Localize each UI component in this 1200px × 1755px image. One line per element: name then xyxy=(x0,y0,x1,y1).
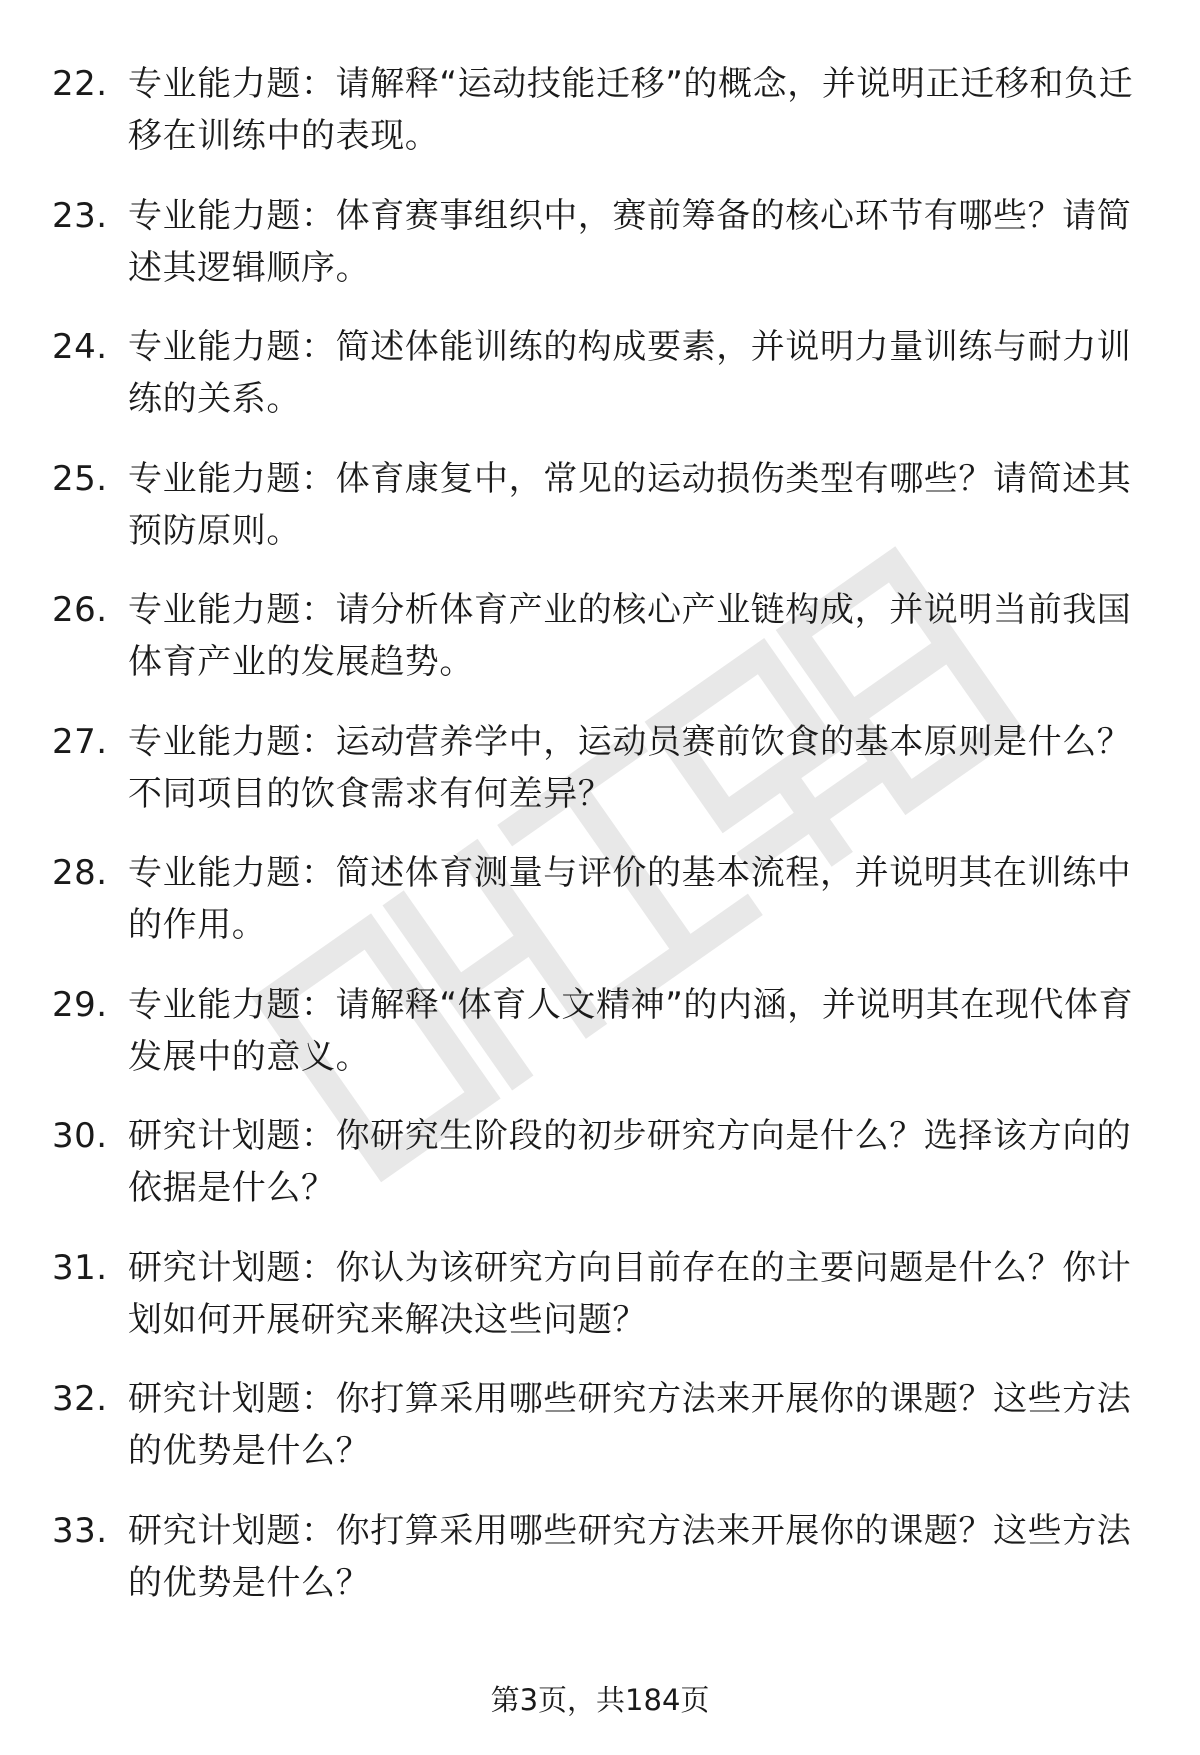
question-text: 研究计划题：你研究生阶段的初步研究方向是什么？选择该方向的依据是什么？ xyxy=(128,1116,1132,1208)
question-item xyxy=(52,584,1152,716)
question-item xyxy=(52,847,1152,979)
question-text: 专业能力题：体育赛事组织中，赛前筹备的核心环节有哪些？请简述其逻辑顺序。 xyxy=(128,195,1132,288)
question-item xyxy=(52,321,1152,453)
question-item xyxy=(52,58,1152,190)
question-number: 25. xyxy=(52,458,108,499)
question-item xyxy=(52,453,1152,585)
page-number-footer: 第3页，共184页 xyxy=(490,1683,710,1717)
question-number: 26. xyxy=(52,590,108,630)
question-text: 专业能力题：简述体育测量与评价的基本流程，并说明其在训练中的作用。 xyxy=(128,853,1132,945)
question-text: 专业能力题：运动营养学中，运动员赛前饮食的基本原则是什么？不同项目的饮食需求有何差异？ xyxy=(128,721,1132,814)
question-text: 专业能力题：简述体能训练的构成要素，并说明力量训练与耐力训练的关系。 xyxy=(128,327,1132,419)
question-number: 28. xyxy=(52,853,108,893)
question-number: 22. xyxy=(52,64,108,104)
question-item xyxy=(52,716,1152,848)
question-item xyxy=(52,1242,1152,1374)
question-text: 专业能力题：请分析体育产业的核心产业链构成，并说明当前我国体育产业的发展趋势。 xyxy=(128,590,1132,682)
question-list xyxy=(52,58,1152,1636)
question-text: 专业能力题：请解释“体育人文精神”的内涵，并说明其在现代体育发展中的意义。 xyxy=(128,984,1134,1077)
question-text: 研究计划题：你认为该研究方向目前存在的主要问题是什么？你计划如何开展研究来解决这些问题？ xyxy=(128,1247,1132,1340)
question-item xyxy=(52,979,1152,1111)
question-number: 32. xyxy=(52,1379,108,1419)
question-number: 24. xyxy=(52,327,108,367)
question-number: 33. xyxy=(52,1510,108,1551)
question-item xyxy=(52,1373,1152,1505)
question-text: 专业能力题：请解释“运动技能迁移”的概念，并说明正迁移和负迁移在训练中的表现。 xyxy=(128,64,1134,156)
question-number: 23. xyxy=(52,195,108,236)
question-item xyxy=(52,190,1152,322)
question-text: 研究计划题：你打算采用哪些研究方法来开展你的课题？这些方法的优势是什么？ xyxy=(128,1510,1132,1603)
question-number: 27. xyxy=(52,721,108,762)
question-item xyxy=(52,1505,1152,1637)
question-text: 研究计划题：你打算采用哪些研究方法来开展你的课题？这些方法的优势是什么？ xyxy=(128,1379,1132,1471)
question-number: 31. xyxy=(52,1247,108,1288)
question-number: 30. xyxy=(52,1116,108,1156)
question-number: 29. xyxy=(52,984,108,1025)
question-text: 专业能力题：体育康复中，常见的运动损伤类型有哪些？请简述其预防原则。 xyxy=(128,458,1132,551)
question-item xyxy=(52,1110,1152,1242)
